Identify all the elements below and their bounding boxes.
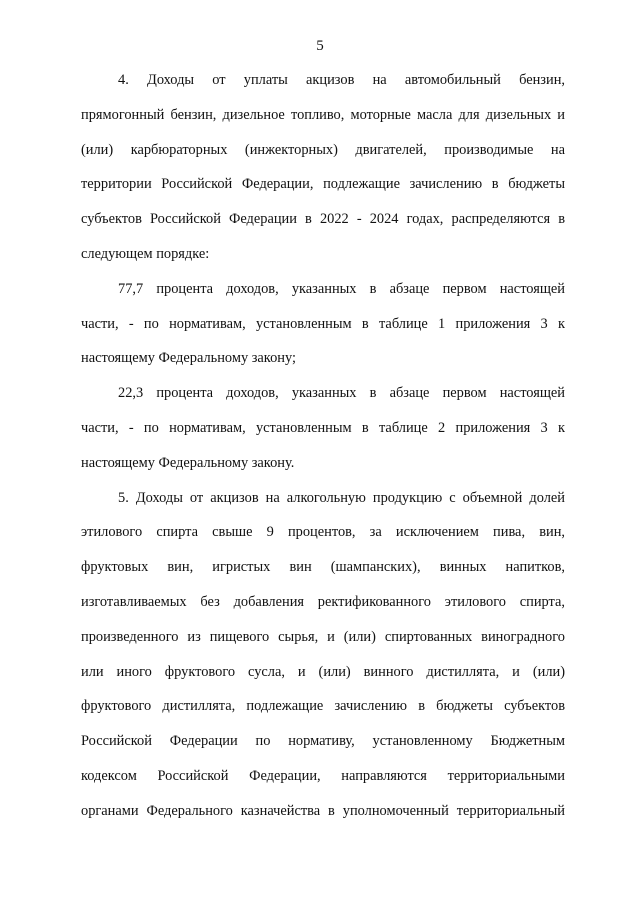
paragraph-line: 4. Доходы от уплаты акцизов на автомобильный бензин,	[118, 72, 565, 88]
paragraph-line: изготавливаемых без добавления ректификованного этилового спирта,	[81, 593, 565, 610]
paragraph-line: прямогонный бензин, дизельное топливо, моторные масла для дизельных и	[81, 106, 565, 123]
paragraph-5	[81, 481, 565, 829]
paragraph-4	[81, 63, 565, 272]
paragraph-line: фруктового дистиллята, подлежащие зачислению в бюджеты субъектов	[81, 698, 565, 715]
paragraph-4-part-2	[81, 376, 565, 480]
paragraph-line: произведенного из пищевого сырья, и (или) спиртованных виноградного	[81, 628, 565, 645]
paragraph-line: настоящему Федеральному закону.	[81, 454, 295, 471]
paragraph-line: (или) карбюраторных (инжекторных) двигателей, производимые на	[81, 141, 565, 158]
paragraph-line: 22,3 процента доходов, указанных в абзаце первом настоящей	[118, 385, 565, 402]
paragraph-line: территории Российской Федерации, подлежащие зачислению в бюджеты	[81, 176, 565, 193]
paragraph-line: настоящему Федеральному закону;	[81, 350, 296, 367]
paragraph-line: 77,7 процента доходов, указанных в абзаце первом настоящей	[118, 280, 565, 297]
paragraph-4-part-1	[81, 272, 565, 376]
page-number: 5	[316, 38, 324, 54]
paragraph-line: 5. Доходы от акцизов на алкогольную продукцию с объемной долей	[118, 489, 565, 506]
paragraph-line: или иного фруктового сусла, и (или) винного дистиллята, и (или)	[81, 663, 565, 680]
paragraph-line: части, - по нормативам, установленным в таблице 2 приложения 3 к	[81, 419, 565, 436]
paragraph-line: органами Федерального казначейства в уполномоченный территориальный	[81, 802, 565, 819]
document-body	[81, 63, 565, 829]
paragraph-line: части, - по нормативам, установленным в таблице 1 приложения 3 к	[81, 315, 565, 332]
paragraph-line: фруктовых вин, игристых вин (шампанских), винных напитков,	[81, 559, 565, 576]
paragraph-line: следующем порядке:	[81, 245, 210, 262]
paragraph-line: субъектов Российской Федерации в 2022 - 2024 годах, распределяются в	[81, 211, 565, 228]
paragraph-line: этилового спирта свыше 9 процентов, за исключением пива, вин,	[81, 524, 565, 541]
paragraph-line: кодексом Российской Федерации, направляются территориальными	[81, 767, 565, 784]
paragraph-line: Российской Федерации по нормативу, установленному Бюджетным	[81, 733, 565, 750]
